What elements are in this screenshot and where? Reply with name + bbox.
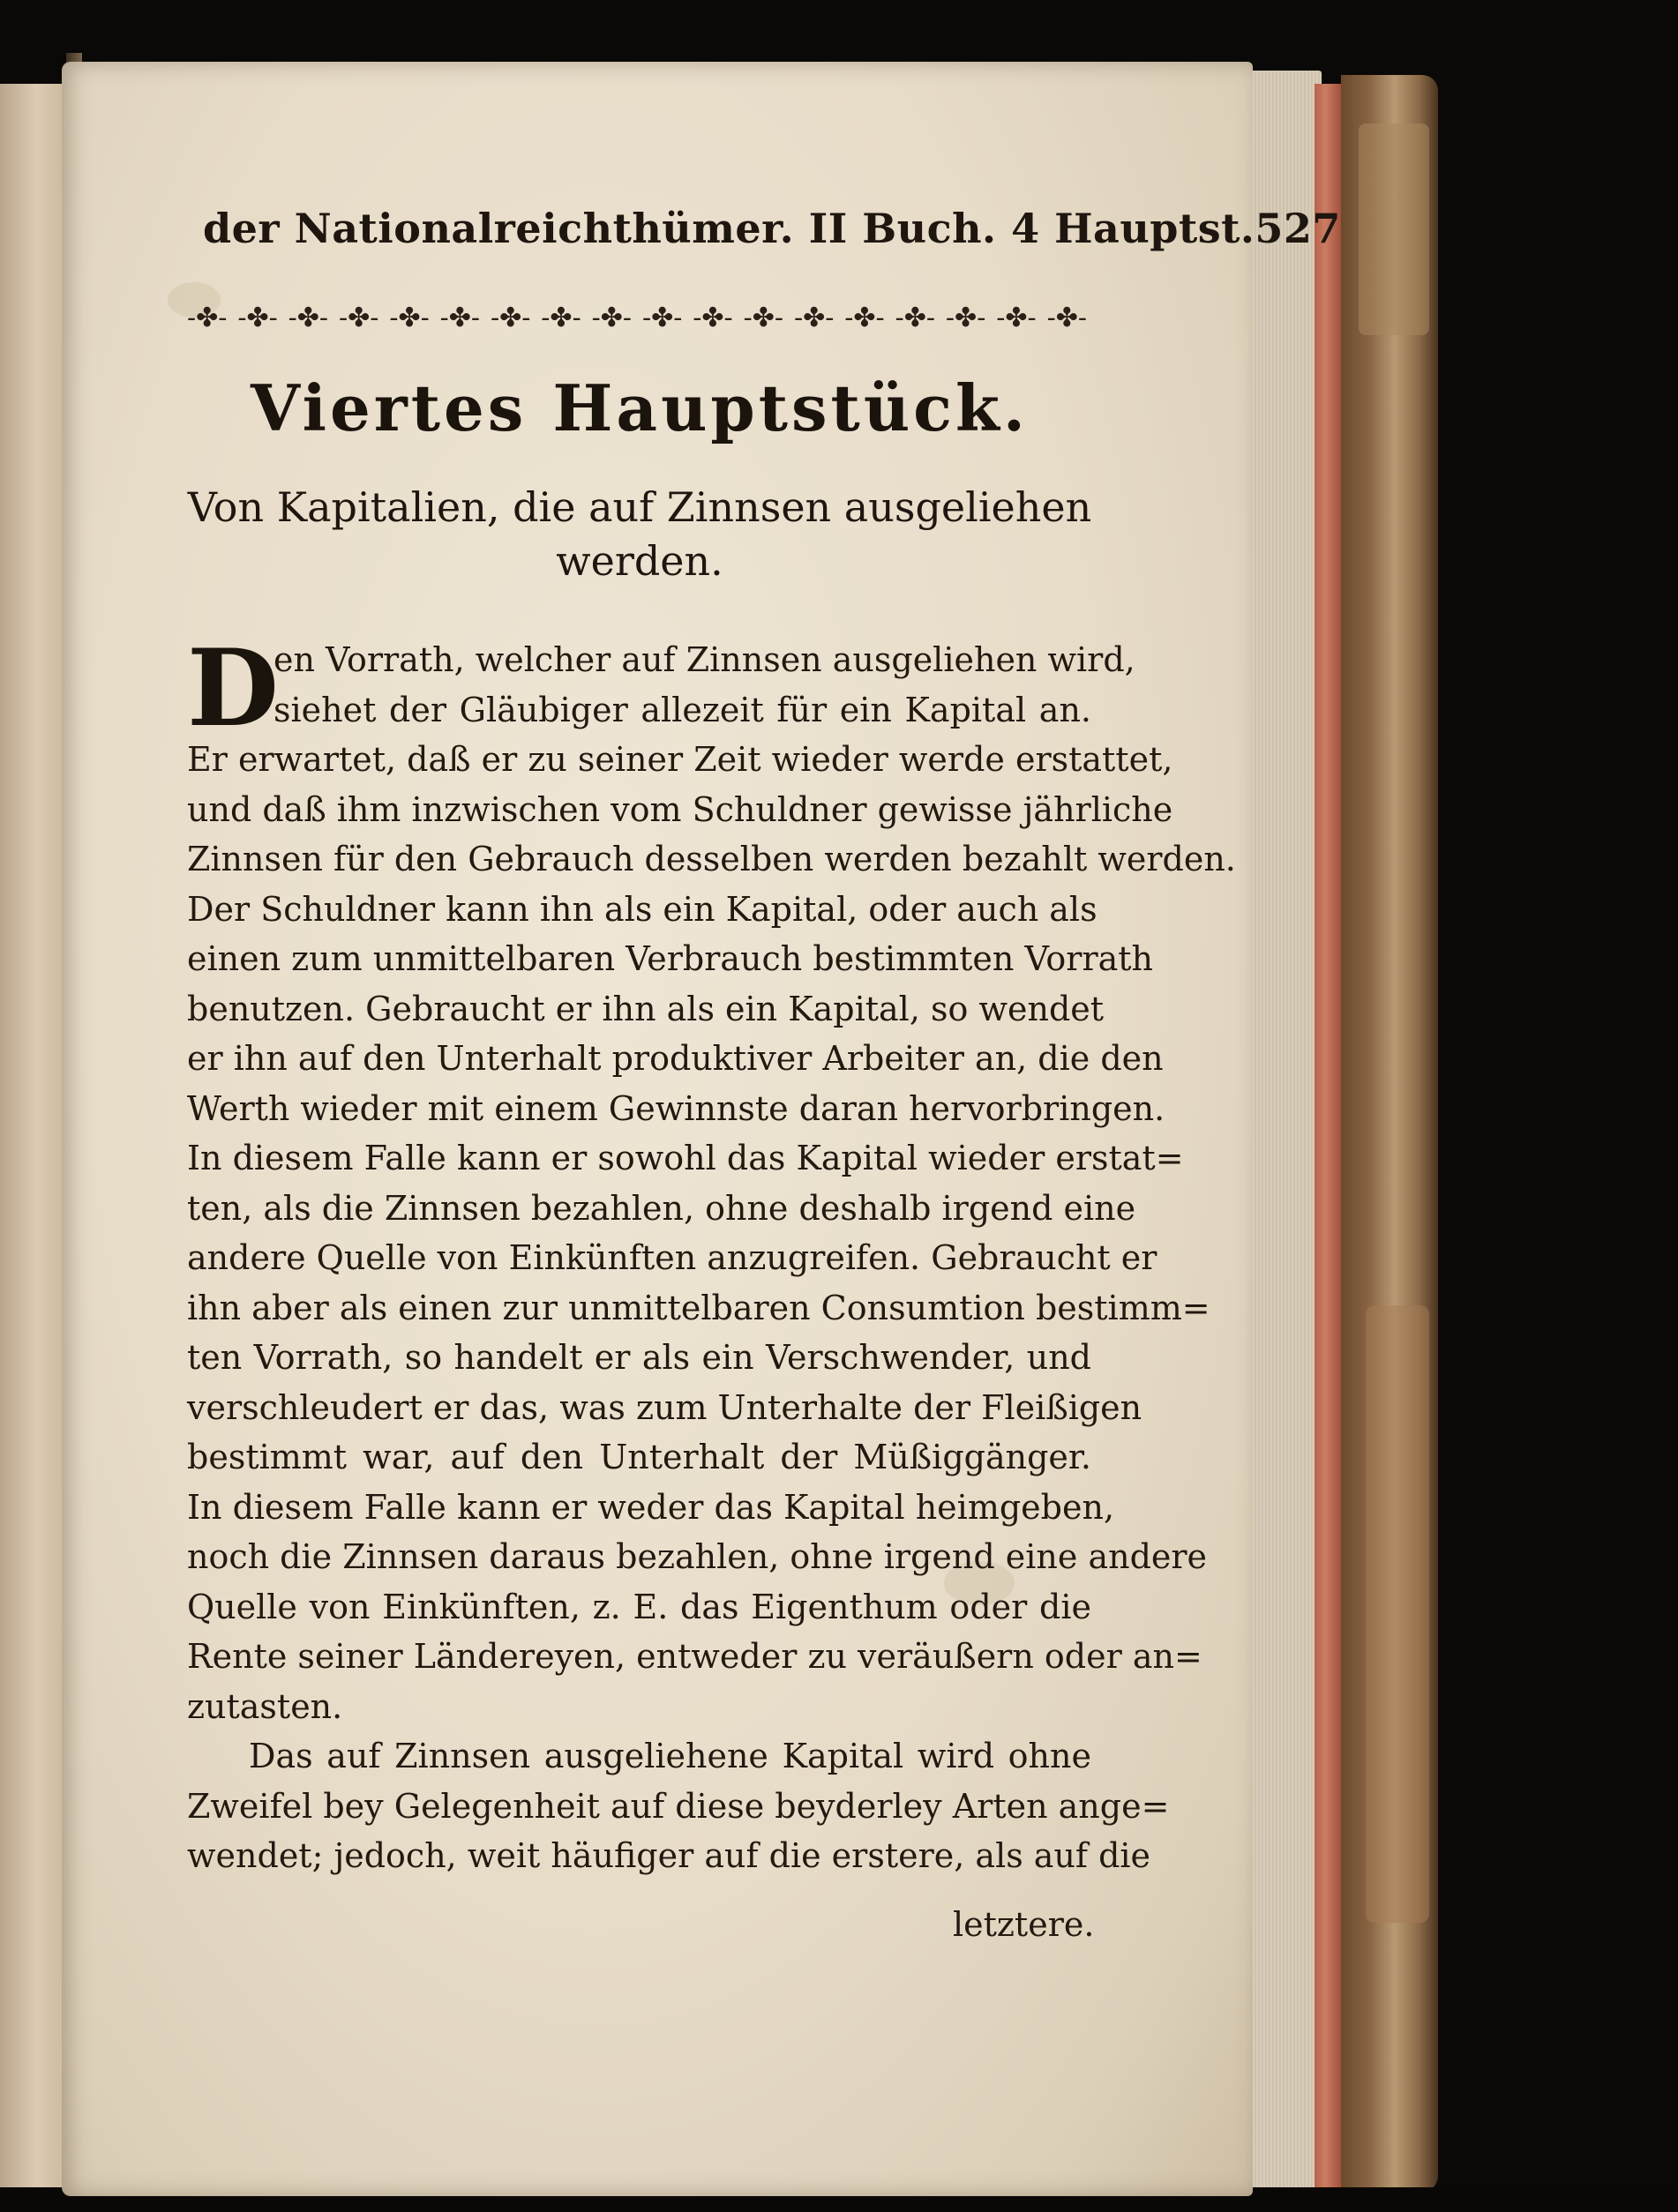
ornament-glyph: -✤- xyxy=(641,302,683,333)
red-page-edge xyxy=(1315,84,1341,2196)
ornament-glyph: -✤- xyxy=(389,302,430,333)
binding-wear xyxy=(1359,123,1429,335)
previous-page-edge xyxy=(0,84,66,2187)
text-line: Quelle von Einkünften, z. E. das Eigenthum oder die xyxy=(187,1587,1091,1626)
ornament-glyph: -✤- xyxy=(895,302,936,333)
text-line: Der Schuldner kann ihn als ein Kapital, oder auch als xyxy=(187,889,1097,929)
text-line: siehet der Gläubiger allezeit für ein Kapital an. xyxy=(273,690,1091,729)
drop-cap: D xyxy=(187,626,280,751)
body-text xyxy=(187,626,1236,1881)
text-line: Zinnsen für den Gebrauch desselben werden bezahlt werden. xyxy=(187,840,1236,878)
text-line: noch die Zinnsen daraus bezahlen, ohne irgend eine andere xyxy=(187,1537,1208,1576)
text-line: Das auf Zinnsen ausgeliehene Kapital wird ohne xyxy=(249,1737,1091,1775)
text-line: bestimmt war, auf den Unterhalt der Müßiggänger. xyxy=(187,1438,1091,1476)
running-head-title: der Nationalreichthümer. II Buch. 4 Hauptst. xyxy=(203,205,1255,252)
chapter-title: Viertes Hauptstück. xyxy=(251,370,1029,445)
ornament-glyph: -✤- xyxy=(591,302,633,333)
ornament-glyph: -✤- xyxy=(187,302,228,333)
ornament-glyph: -✤- xyxy=(743,302,784,333)
chapter-subtitle: Von Kapitalien, die auf Zinnsen ausgeliehen werden. xyxy=(187,483,1092,585)
text-line: wendet; jedoch, weit häufiger auf die erstere, als auf die xyxy=(187,1836,1151,1875)
ornament-glyph: -✤- xyxy=(793,302,835,333)
text-line: Werth wieder mit einem Gewinnste daran hervorbringen. xyxy=(187,1088,1165,1128)
page-number: 527 xyxy=(1255,205,1341,252)
ornament-glyph: -✤- xyxy=(237,302,278,333)
ornamental-rule xyxy=(187,300,1087,335)
ornament-glyph: -✤- xyxy=(844,302,885,333)
text-line: ten, als die Zinnsen bezahlen, ohne deshalb irgend eine xyxy=(187,1188,1136,1228)
text-line: In diesem Falle kann er sowohl das Kapital wieder erstat= xyxy=(187,1139,1184,1177)
text-line: ihn aber als einen zur unmittelbaren Consumtion bestimm= xyxy=(187,1288,1210,1327)
stacked-page-edges xyxy=(1242,71,1322,2196)
text-line: Er erwartet, daß er zu seiner Zeit wieder werde erstattet, xyxy=(187,740,1173,779)
ornament-glyph: -✤- xyxy=(541,302,581,333)
ornament-glyph: -✤- xyxy=(693,302,733,333)
text-line: en Vorrath, welcher auf Zinnsen ausgeliehen wird, xyxy=(273,640,1135,679)
text-line: Zweifel bey Gelegenheit auf diese beyderley Arten ange= xyxy=(187,1786,1170,1826)
binding-wear xyxy=(1366,1305,1429,1923)
ornament-glyph: -✤- xyxy=(288,302,329,333)
text-line: und daß ihm inzwischen vom Schuldner gewisse jährliche xyxy=(187,789,1173,829)
ornament-glyph: -✤- xyxy=(439,302,481,333)
ornament-glyph: -✤- xyxy=(1046,302,1087,333)
ornament-glyph: -✤- xyxy=(945,302,986,333)
ornament-glyph: -✤- xyxy=(490,302,531,333)
text-line: zutasten. xyxy=(187,1686,343,1726)
text-line: andere Quelle von Einkünften anzugreifen. Gebraucht er xyxy=(187,1238,1157,1277)
text-line: benutzen. Gebraucht er ihn als ein Kapital, so wendet xyxy=(187,989,1105,1028)
running-head xyxy=(203,205,1341,252)
ornament-glyph: -✤- xyxy=(996,302,1037,333)
text-line: verschleudert er das, was zum Unterhalte der Fleißigen xyxy=(187,1387,1142,1427)
text-line: Rente seiner Ländereyen, entweder zu veräußern oder an= xyxy=(187,1637,1202,1676)
text-line: einen zum unmittelbaren Verbrauch bestimmten Vorrath xyxy=(187,939,1154,978)
catchword: letztere. xyxy=(953,1905,1095,1944)
text-line: er ihn auf den Unterhalt produktiver Arbeiter an, die den xyxy=(187,1039,1164,1078)
text-line: In diesem Falle kann er weder das Kapital heimgeben, xyxy=(187,1487,1115,1527)
text-line: ten Vorrath, so handelt er als ein Verschwender, und xyxy=(187,1338,1091,1377)
ornament-glyph: -✤- xyxy=(338,302,379,333)
